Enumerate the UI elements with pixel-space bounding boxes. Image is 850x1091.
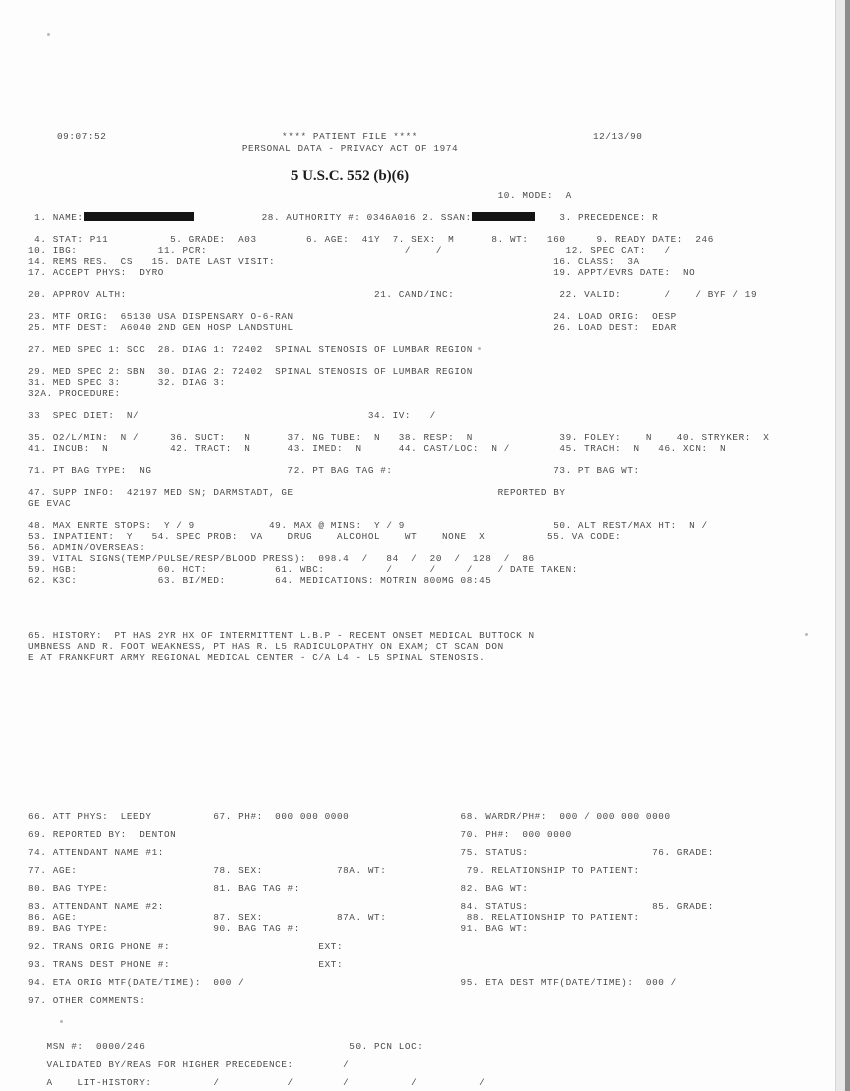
form-line: 29. MED SPEC 2: SBN 30. DIAG 2: 72402 SPINAL STENOSIS OF LUMBAR REGION (28, 366, 473, 377)
form-line-text: 28. AUTHORITY #: 0346A016 2. SSAN: (193, 212, 472, 223)
form-line: 69. REPORTED BY: DENTON 70. PH#: 000 0000 (28, 829, 572, 840)
form-line: 20. APPROV ALTH: 21. CAND/INC: 22. VALID: / / BYF / 19 (28, 289, 758, 300)
form-line: 31. MED SPEC 3: 32. DIAG 3: (28, 377, 226, 388)
scan-speck (60, 1020, 63, 1023)
form-line: 35. O2/L/MIN: N / 36. SUCT: N 37. NG TUBE: N 38. RESP: N 39. FOLEY: N 40. STRYKER: X (28, 432, 770, 443)
form-line: 32A. PROCEDURE: (28, 388, 121, 399)
header-time: 09:07:52 (57, 131, 107, 142)
form-line: 80. BAG TYPE: 81. BAG TAG #: 82. BAG WT: (28, 883, 529, 894)
form-line: 4. STAT: P11 5. GRADE: A03 6. AGE: 41Y 7. SEX: M 8. WT: 160 9. READY DATE: 246 (28, 234, 714, 245)
form-line: GE EVAC (28, 498, 72, 509)
form-line: 14. REMS RES. CS 15. DATE LAST VISIT: 16. CLASS: 3A (28, 256, 640, 267)
scan-edge-dark (845, 0, 850, 1091)
form-line: 65. HISTORY: PT HAS 2YR HX OF INTERMITTENT L.B.P - RECENT ONSET MEDICAL BUTTOCK N (28, 630, 535, 641)
scan-speck (47, 33, 50, 36)
form-line: 89. BAG TYPE: 90. BAG TAG #: 91. BAG WT: (28, 923, 529, 934)
redaction-bar-ssan (472, 212, 535, 221)
form-line: 53. INPATIENT: Y 54. SPEC PROB: VA DRUG ALCOHOL WT NONE X 55. VA CODE: (28, 531, 622, 542)
form-line: 41. INCUB: N 42. TRACT: N 43. IMED: N 44. CAST/LOC: N / 45. TRACH: N 46. XCN: N (28, 443, 727, 454)
redaction-bar-name (84, 212, 194, 221)
form-line (28, 212, 658, 223)
scan-speck (478, 347, 481, 350)
form-line: 33 SPEC DIET: N/ 34. IV: / (28, 410, 436, 421)
form-line: 17. ACCEPT PHYS: DYRO 19. APPT/EVRS DATE: NO (28, 267, 696, 278)
form-line: 77. AGE: 78. SEX: 78A. WT: 79. RELATIONSHIP TO PATIENT: (28, 865, 640, 876)
form-line: 47. SUPP INFO: 42197 MED SN; DARMSTADT, GE REPORTED BY (28, 487, 566, 498)
form-line-text: 1. NAME: (28, 212, 84, 223)
form-line: MSN #: 0000/246 50. PCN LOC: (28, 1041, 424, 1052)
form-line: 48. MAX ENRTE STOPS: Y / 9 49. MAX @ MINS: Y / 9 50. ALT REST/MAX HT: N / (28, 520, 708, 531)
form-line: 56. ADMIN/OVERSEAS: (28, 542, 146, 553)
form-line: VALIDATED BY/REAS FOR HIGHER PRECEDENCE: / (28, 1059, 350, 1070)
form-line: 94. ETA ORIG MTF(DATE/TIME): 000 / 95. ETA DEST MTF(DATE/TIME): 000 / (28, 977, 677, 988)
header-subtitle: PERSONAL DATA - PRIVACY ACT OF 1974 (241, 143, 459, 154)
form-line: A LIT-HISTORY: / / / / / (28, 1077, 486, 1088)
form-line: UMBNESS AND R. FOOT WEAKNESS, PT HAS R. L5 RADICULOPATHY ON EXAM; CT SCAN DON (28, 641, 504, 652)
form-line: 66. ATT PHYS: LEEDY 67. PH#: 000 000 0000 68. WARDR/PH#: 000 / 000 000 0000 (28, 811, 671, 822)
form-line-text: 3. PRECEDENCE: R (534, 212, 659, 223)
form-line: 74. ATTENDANT NAME #1: 75. STATUS: 76. GRADE: (28, 847, 714, 858)
form-line: 27. MED SPEC 1: SCC 28. DIAG 1: 72402 SPINAL STENOSIS OF LUMBAR REGION (28, 344, 473, 355)
scan-speck (805, 633, 808, 636)
form-line: 23. MTF ORIG: 65130 USA DISPENSARY O-6-RAN 24. LOAD ORIG: OESP (28, 311, 677, 322)
form-line: 59. HGB: 60. HCT: 61. WBC: / / / / DATE TAKEN: (28, 564, 578, 575)
form-line: 10. MODE: A (28, 190, 572, 201)
form-line: 86. AGE: 87. SEX: 87A. WT: 88. RELATIONSHIP TO PATIENT: (28, 912, 640, 923)
header-date: 12/13/90 (593, 131, 643, 142)
form-line: 10. IBG: 11. PCR: / / 12. SPEC CAT: / (28, 245, 671, 256)
form-line: 25. MTF DEST: A6040 2ND GEN HOSP LANDSTUHL 26. LOAD DEST: EDAR (28, 322, 677, 333)
form-line: 83. ATTENDANT NAME #2: 84. STATUS: 85. GRADE: (28, 901, 714, 912)
privacy-act-stamp: 5 U.S.C. 552 (b)(6) (290, 168, 410, 184)
form-line: 62. K3C: 63. BI/MED: 64. MEDICATIONS: MOTRIN 800MG 08:45 (28, 575, 492, 586)
form-line: 97. OTHER COMMENTS: (28, 995, 146, 1006)
form-line: 92. TRANS ORIG PHONE #: EXT: (28, 941, 344, 952)
form-line: 71. PT BAG TYPE: NG 72. PT BAG TAG #: 73. PT BAG WT: (28, 465, 640, 476)
header-title: **** PATIENT FILE **** (282, 131, 418, 142)
form-line: 93. TRANS DEST PHONE #: EXT: (28, 959, 344, 970)
form-line: 39. VITAL SIGNS(TEMP/PULSE/RESP/BLOOD PRESS): 098.4 / 84 / 20 / 128 / 86 (28, 553, 535, 564)
form-line: E AT FRANKFURT ARMY REGIONAL MEDICAL CENTER - C/A L4 - L5 SPINAL STENOSIS. (28, 652, 486, 663)
